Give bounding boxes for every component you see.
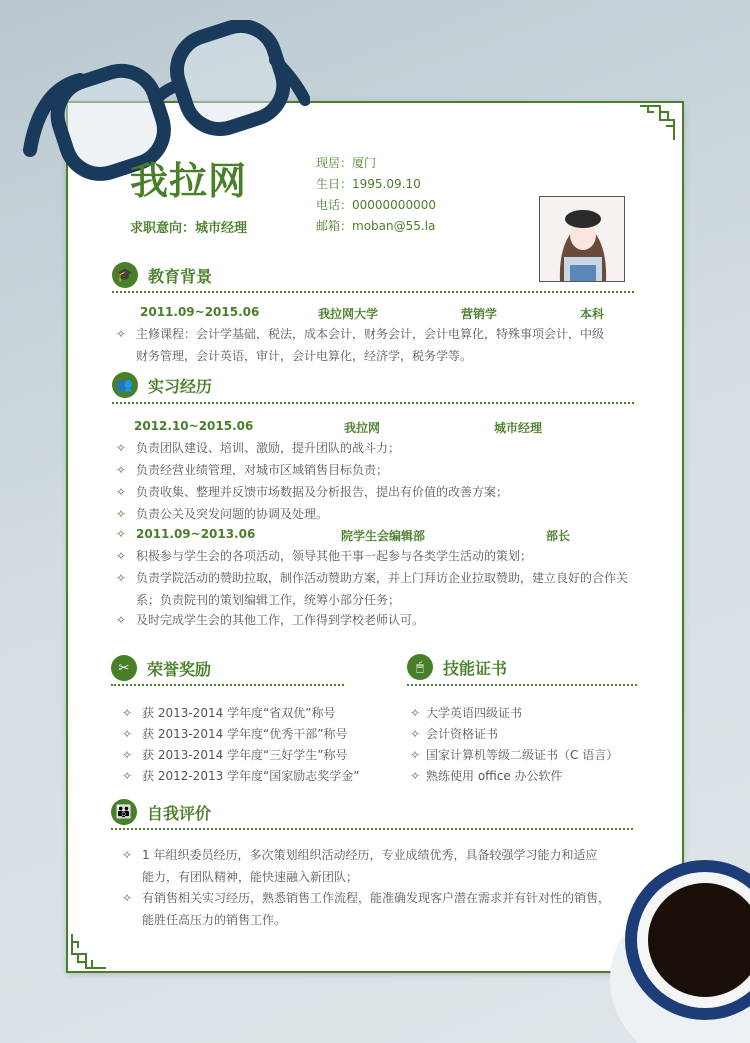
job-intention: 求职意向：城市经理 — [130, 221, 248, 236]
section-internship-header — [112, 372, 212, 398]
skill-item: 国家计算机等级二级证书（C 语言） — [426, 748, 619, 762]
honor-item: 获 2012-2013 学年度“国家励志奖学金” — [142, 769, 360, 783]
job-org: 我拉网 — [344, 421, 381, 435]
edu-school: 我拉网大学 — [318, 307, 379, 321]
people-icon: 👪 — [111, 799, 137, 825]
section-title: 实习经历 — [148, 376, 213, 396]
phone: 电话：00000000000 — [316, 198, 436, 212]
section-title: 教育背景 — [148, 266, 213, 286]
divider — [111, 684, 344, 686]
job-role: 部长 — [546, 529, 571, 543]
birthday: 生日：1995.09.10 — [316, 177, 421, 191]
candidate-name: 我拉网 — [130, 159, 248, 203]
job-duty: 负责学院活动的赞助拉取，制作活动赞助方案，并上门拜访企业拉取赞助，建立良好的合作关 — [136, 571, 629, 585]
job-period: 2012.10~2015.06 — [134, 419, 254, 433]
edu-courses: 财务管理，会计英语，审计，会计电算化，经济学，税务学等。 — [136, 349, 473, 363]
section-self-header — [111, 799, 211, 825]
self-eval: 有销售相关实习经历，熟悉销售工作流程，能准确发现客户潜在需求并有针对性的销售， — [142, 891, 611, 905]
bullet-icon: ✧ — [116, 327, 127, 341]
section-title: 技能证书 — [443, 658, 508, 678]
profile-photo — [539, 196, 625, 282]
section-education-header — [112, 262, 212, 288]
skill-item: 会计资格证书 — [426, 727, 499, 741]
job-period: 2011.09~2013.06 — [136, 527, 256, 541]
corner-ornament-icon — [640, 104, 676, 140]
self-eval: 1 年组织委员经历，多次策划组织活动经历，专业成绩优秀，具备较强学习能力和适应 — [142, 848, 598, 862]
skill-item: 大学英语四级证书 — [426, 706, 523, 720]
job-duty: 积极参与学生会的各项活动，领导其他干事一起参与各类学生活动的策划； — [136, 549, 533, 563]
edu-major: 营销学 — [461, 307, 498, 321]
edu-period: 2011.09~2015.06 — [140, 305, 260, 319]
self-eval: 能力，有团队精神，能快速融入新团队； — [142, 870, 359, 884]
section-skills-header — [407, 654, 507, 680]
divider — [112, 402, 634, 404]
section-honors-header — [111, 655, 211, 681]
skill-item: 熟练使用 office 办公软件 — [426, 769, 563, 783]
job-duty: 负责经营业绩管理，对城市区域销售目标负责； — [136, 463, 389, 477]
honor-item: 获 2013-2014 学年度“省双优”称号 — [142, 706, 336, 720]
tools-icon: ✂ — [111, 655, 137, 681]
job-duty: 及时完成学生会的其他工作，工作得到学校老师认可。 — [136, 613, 425, 627]
edu-courses: 主修课程：会计学基础，税法，成本会计，财务会计，会计电算化，特殊事项会计，中级 — [136, 327, 605, 341]
mouse-icon: 🖱 — [407, 654, 433, 680]
corner-ornament-icon — [70, 934, 106, 970]
self-eval: 能胜任高压力的销售工作。 — [142, 913, 287, 927]
divider — [112, 291, 634, 293]
divider — [407, 684, 637, 686]
job-org: 院学生会编辑部 — [341, 529, 426, 543]
divider — [111, 828, 633, 830]
email: 邮箱：moban@55.la — [316, 219, 436, 233]
job-duty: 负责公关及突发问题的协调及处理。 — [136, 507, 329, 521]
job-role: 城市经理 — [494, 421, 543, 435]
section-title: 荣誉奖励 — [147, 659, 212, 679]
group-icon: 👥 — [112, 372, 138, 398]
honor-item: 获 2013-2014 学年度“三好学生”称号 — [142, 748, 348, 762]
edu-degree: 本科 — [580, 307, 605, 321]
location: 现居：厦门 — [316, 156, 377, 170]
job-duty: 负责团队建设、培训、激励，提升团队的战斗力； — [136, 441, 401, 455]
honor-item: 获 2013-2014 学年度“优秀干部”称号 — [142, 727, 348, 741]
section-title: 自我评价 — [147, 803, 212, 823]
job-duty: 系；负责院刊的策划编辑工作，统筹小部分任务； — [136, 593, 401, 607]
graduation-cap-icon: 🎓 — [112, 262, 138, 288]
coffee-cup-icon — [600, 840, 750, 1043]
job-duty: 负责收集、整理并反馈市场数据及分析报告，提出有价值的改善方案； — [136, 485, 509, 499]
